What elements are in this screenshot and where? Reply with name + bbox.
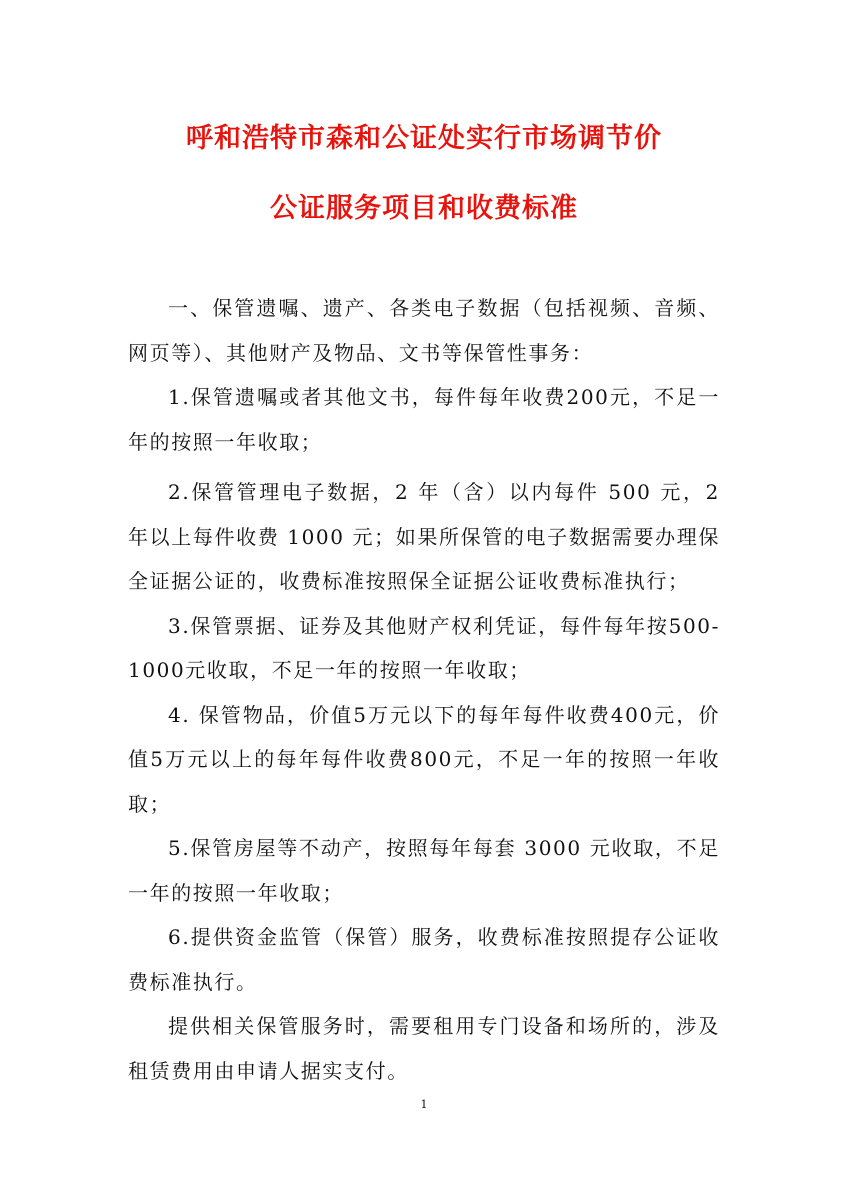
page-number: 1 <box>420 1098 428 1111</box>
paragraph-note: 提供相关保管服务时，需要租用专门设备和场所的，涉及租赁费用由申请人据实支付。 <box>128 1014 720 1083</box>
paragraph-item-6: 6.提供资金监管（保管）服务，收费标准按照提存公证收费标准执行。 <box>128 925 720 994</box>
paragraph-item-5: 5.保管房屋等不动产，按照每年每套 3000 元收取，不足一年的按照一年收取； <box>128 836 720 905</box>
paragraph-item-4: 4. 保管物品，价值5万元以下的每年每件收费400元，价值5万元以上的每年每件收费800元，不足一年的按照一年收取； <box>128 702 720 816</box>
document-body <box>128 286 720 1093</box>
paragraph-item-3: 3.保管票据、证券及其他财产权利凭证，每件每年按500-1000元收取，不足一年的按照一年收取； <box>128 613 720 682</box>
document-title-line-2: 公证服务项目和收费标准 <box>270 193 578 224</box>
paragraph-section-one: 一、保管遗嘱、遗产、各类电子数据（包括视频、音频、网页等）、其他财产及物品、文书等保管性事务： <box>128 296 720 365</box>
document-title-line-1: 呼和浩特市森和公证处实行市场调节价 <box>186 123 662 154</box>
paragraph-item-1: 1.保管遗嘱或者其他文书，每件每年收费200元，不足一年的按照一年收取； <box>128 385 720 454</box>
paragraph-item-2: 2.保管管理电子数据，2 年（含）以内每件 500 元，2 年以上每件收费 1000 元；如果所保管的电子数据需要办理保全证据公证的，收费标准按照保全证据公证收费标准执行； <box>128 480 720 593</box>
